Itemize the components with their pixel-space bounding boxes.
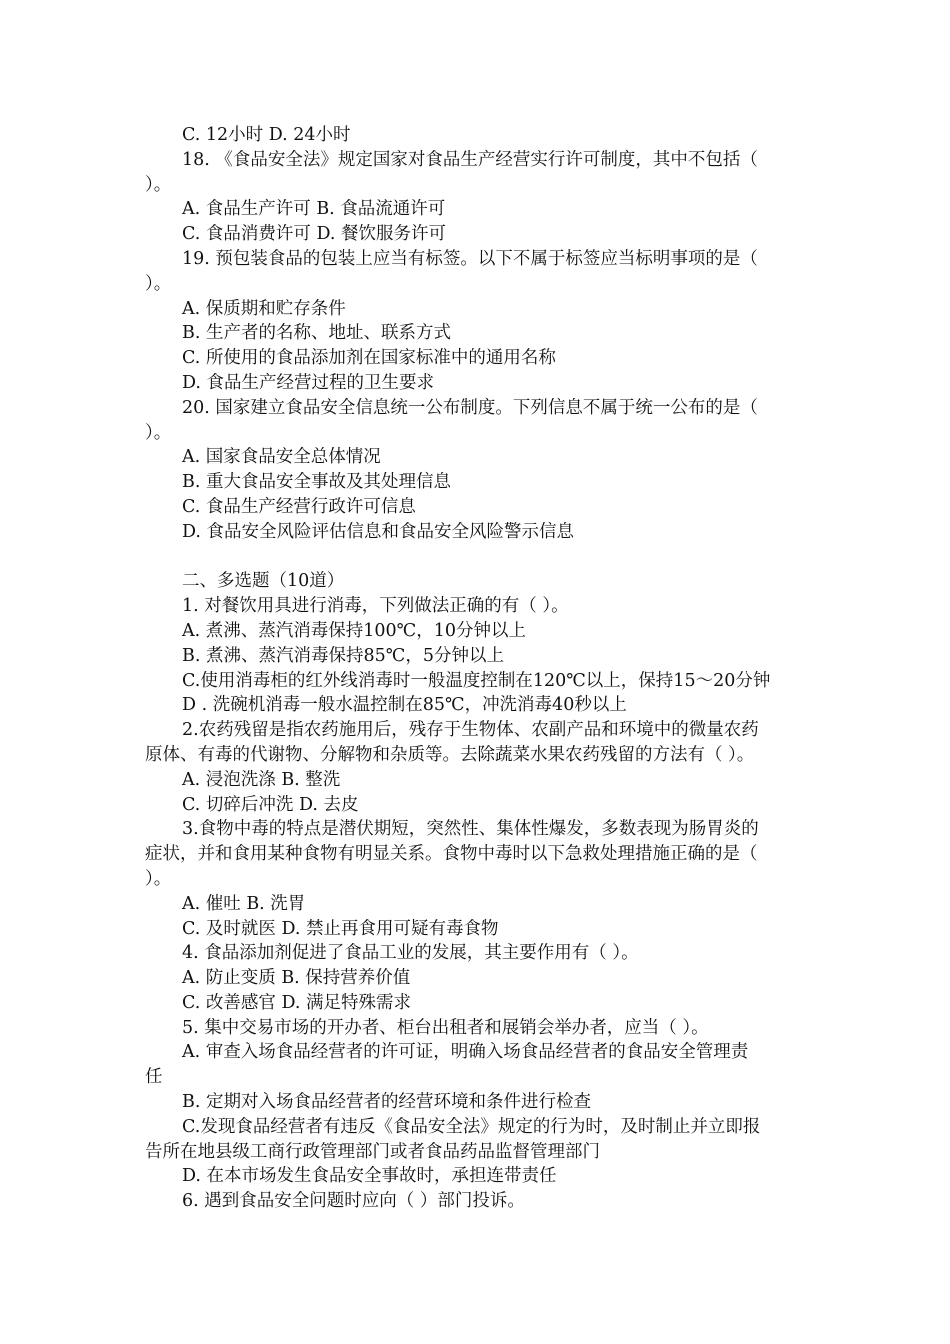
text-line: B. 定期对入场食品经营者的经营环境和条件进行检查	[182, 1092, 591, 1113]
text-line: 任	[145, 1067, 163, 1088]
text-line: 症状，并和食用某种食物有明显关系。食物中毒时以下急救处理措施正确的是（	[145, 844, 758, 865]
document-page	[145, 123, 810, 1214]
text-line: 告所在地县级工商行政管理部门或者食品药品监督管理部门	[145, 1141, 600, 1162]
text-line: 3.食物中毒的特点是潜伏期短，突然性、集体性爆发，多数表现为肠胃炎的	[182, 819, 759, 840]
text-line: 18. 《食品安全法》规定国家对食品生产经营实行许可制度，其中不包括（	[182, 149, 758, 170]
text-line: 20. 国家建立食品安全信息统一公布制度。下列信息不属于统一公布的是（	[182, 397, 758, 418]
blank-line	[145, 545, 810, 570]
text-line: ）。	[145, 422, 172, 443]
text-line: ）。	[145, 273, 172, 294]
text-line: D. 在本市场发生食品安全事故时，承担连带责任	[182, 1166, 557, 1187]
text-line: B. 煮沸、蒸汽消毒保持85℃，5分钟以上	[182, 645, 504, 666]
text-line: D . 洗碗机消毒一般水温控制在85℃，冲洗消毒40秒以上	[182, 695, 627, 716]
text-line: C.发现食品经营者有违反《食品安全法》规定的行为时，及时制止并立即报	[182, 1116, 761, 1137]
text-line: 19. 预包装食品的包装上应当有标签。以下不属于标签应当标明事项的是（	[182, 248, 758, 269]
text-line: C. 12小时 D. 24小时	[182, 125, 351, 145]
text-line: 原体、有毒的代谢物、分解物和杂质等。去除蔬菜水果农药残留的方法有（ ）。	[145, 744, 755, 765]
text-line: C. 切碎后冲洗 D. 去皮	[182, 794, 359, 815]
text-line: C.使用消毒柜的红外线消毒时一般温度控制在120℃以上，保持15～20分钟	[182, 670, 771, 691]
text-line: B. 生产者的名称、地址、联系方式	[182, 323, 451, 344]
text-line: D. 食品安全风险评估信息和食品安全风险警示信息	[182, 521, 575, 542]
text-line: 1. 对餐饮用具进行消毒，下列做法正确的有（ ）。	[182, 596, 569, 617]
text-line: 6. 遇到食品安全问题时应向（ ）部门投诉。	[182, 1191, 525, 1212]
text-line: 4. 食品添加剂促进了食品工业的发展，其主要作用有（ ）。	[182, 943, 639, 964]
text-line: ）。	[145, 868, 172, 889]
text-line: 5. 集中交易市场的开办者、柜台出租者和展销会举办者，应当（ ）。	[182, 1017, 709, 1038]
text-line: C. 改善感官 D. 满足特殊需求	[182, 992, 411, 1013]
text-line: 二、多选题（10道）	[182, 571, 345, 592]
text-line: B. 重大食品安全事故及其处理信息	[182, 472, 451, 493]
text-line: 2.农药残留是指农药施用后，残存于生物体、农副产品和环境中的微量农药	[182, 720, 759, 741]
text-line: A. 审查入场食品经营者的许可证，明确入场食品经营者的食品安全管理责	[182, 1042, 749, 1063]
text-line: A. 食品生产许可 B. 食品流通许可	[182, 199, 446, 220]
text-line: D. 食品生产经营过程的卫生要求	[182, 372, 435, 393]
text-line: A. 防止变质 B. 保持营养价值	[182, 968, 411, 989]
text-line: C. 所使用的食品添加剂在国家标准中的通用名称	[182, 348, 556, 369]
text-line: C. 食品生产经营行政许可信息	[182, 496, 416, 517]
text-line: ）。	[145, 174, 172, 195]
text-line: A. 国家食品安全总体情况	[182, 447, 381, 468]
text-line: C. 及时就医 D. 禁止再食用可疑有毒食物	[182, 918, 499, 939]
text-line: A. 煮沸、蒸汽消毒保持100℃，10分钟以上	[182, 620, 527, 641]
text-line: A. 保质期和贮存条件	[182, 298, 346, 319]
text-line: A. 浸泡洗涤 B. 整洗	[182, 769, 341, 790]
text-line: C. 食品消费许可 D. 餐饮服务许可	[182, 224, 446, 245]
text-line: A. 催吐 B. 洗胃	[182, 893, 306, 914]
